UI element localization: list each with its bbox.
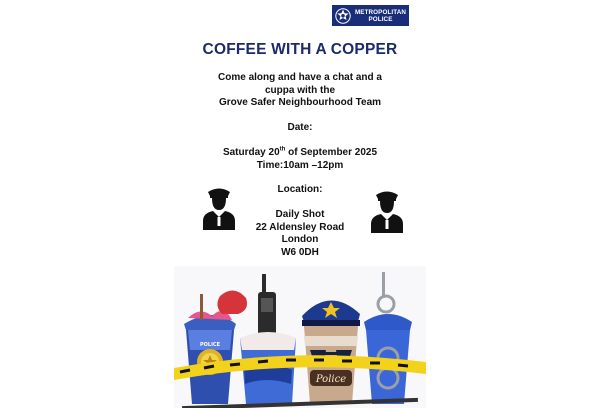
time-line: Time:10am –12pm: [256, 159, 344, 171]
date-block: [200, 147, 400, 172]
postcode: W6 0DH: [281, 246, 319, 258]
badge-text: POLICE: [199, 342, 221, 348]
page-title: COFFEE WITH A COPPER: [202, 41, 398, 58]
intro-line-3: Grove Safer Neighbourhood Team: [218, 97, 382, 108]
police-crest-icon: [334, 7, 352, 25]
police-coffee-cups-illustration: [174, 266, 426, 408]
police-officer-right-icon: [368, 186, 406, 234]
venue-name: Daily Shot: [275, 209, 325, 220]
date-month-year: of September 2025: [285, 147, 378, 158]
cup-sign-text: Police: [315, 374, 347, 385]
street-address: 22 Aldensley Road: [255, 221, 345, 233]
metropolitan-police-logo: [332, 5, 409, 26]
intro-line-2: cuppa with the: [265, 84, 335, 96]
logo-line-1: METROPOLITAN: [354, 8, 407, 16]
logo-line-2: POLICE: [368, 15, 393, 23]
date-ordinal: th: [279, 146, 286, 153]
intro-line-1: Come along and have a chat and a: [218, 72, 382, 83]
police-officer-left-icon: [200, 183, 238, 231]
intro-text: [200, 72, 400, 110]
date-label: Date:: [287, 122, 313, 133]
date-line: [200, 147, 400, 160]
date-day: Saturday 20: [222, 147, 280, 158]
location-label: Location:: [277, 184, 323, 195]
city: London: [281, 234, 319, 245]
